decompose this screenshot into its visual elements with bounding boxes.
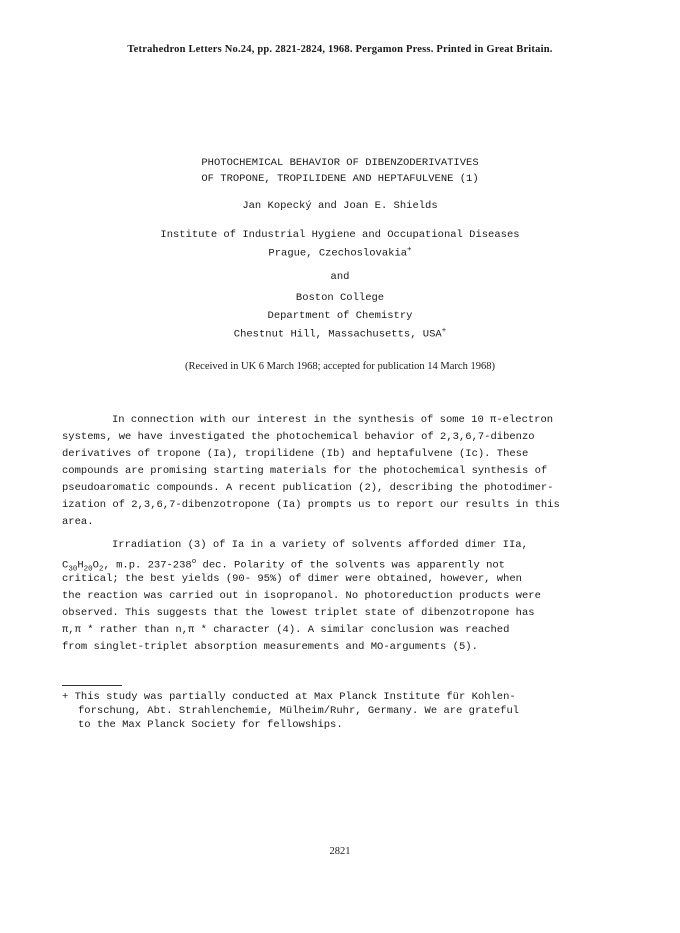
paragraph-line: compounds are promising starting materials for the photochemical synthesis of [62,465,548,477]
affiliation-city [0,246,680,260]
paragraph-line: ization of 2,3,6,7-dibenzotropone (Ia) prompts us to report our results in this [62,499,560,511]
paragraph-line: from singlet-triplet absorption measurements and MO-arguments (5). [62,641,478,653]
paragraph-line: pseudoaromatic compounds. A recent publication (2), describing the photodimer- [62,482,554,494]
degree-mark: o [191,558,197,566]
footnote-line: forschung, Abt. Strahlenchemie, Mülheim/Ruhr, Germany. We are grateful [78,705,520,717]
affiliation-mark: + [441,327,447,335]
affiliation-college: Boston College [295,292,385,304]
paragraph-line: Irradiation (3) of Ia in a variety of solvents afforded dimer IIa, [112,539,528,551]
footnote-line: to the Max Planck Society for fellowships. [78,719,343,731]
formula-o: O [92,559,99,572]
affiliation-address-text: Chestnut Hill, Massachusetts, USA [233,328,442,341]
formula-h-subscript: 20 [83,565,93,574]
formula-c-subscript: 30 [68,565,78,574]
affiliation-city-text: Prague, Czechoslovakia [268,247,408,260]
received-note: (Received in UK 6 March 1968; accepted for publication 14 March 1968) [185,361,495,372]
affiliation-institute: Institute of Industrial Hygiene and Occupational Diseases [160,229,520,241]
formula-c: C [62,559,69,572]
footnote-divider [62,685,122,686]
paragraph-line: critical; the best yields (90- 95%) of dimer were obtained, however, when [62,573,522,585]
paragraph-line: π,π * rather than n,π * character (4). A similar conclusion was reached [62,624,510,636]
affiliation-and: and [330,271,350,283]
paragraph-line: derivatives of tropone (Ia), tropilidene (Ib) and heptafulvene (Ic). These [62,448,529,460]
affiliation-department: Department of Chemistry [267,310,413,322]
paragraph-line: systems, we have investigated the photochemical behavior of 2,3,6,7-dibenzo [62,431,535,443]
affiliation-mark: + [407,246,412,254]
paragraph-line-formula [62,554,622,574]
footnote [62,690,622,732]
paragraph-line: area. [62,516,94,528]
page-number: 2821 [329,846,351,857]
footnote-line: + This study was partially conducted at Max Planck Institute für Kohlen- [62,691,516,703]
paragraph-line: observed. This suggests that the lowest triplet state of dibenzotropone has [62,607,535,619]
formula-o-subscript: 2 [98,565,104,574]
paragraph-line: In connection with our interest in the synthesis of some 10 π-electron [112,414,554,426]
paragraph-2 [62,537,622,656]
melting-point: , m.p. 237-238 [103,559,192,572]
paragraph-1 [62,412,622,531]
formula-h: H [77,559,84,572]
affiliation-address [0,327,680,341]
journal-header: Tetrahedron Letters No.24, pp. 2821-2824, 1968. Pergamon Press. Printed in Great Britain. [127,44,553,55]
article-title-line-2: OF TROPONE, TROPILIDENE AND HEPTAFULVENE (1) [201,173,479,185]
article-title-line-1: PHOTOCHEMICAL BEHAVIOR OF DIBENZODERIVATIVES [201,157,479,169]
paragraph-line: the reaction was carried out in isopropanol. No photoreduction products were [62,590,541,602]
paragraph-line-end: dec. Polarity of the solvents was apparently not [196,559,505,572]
authors: Jan Kopecký and Joan E. Shields [242,200,438,212]
